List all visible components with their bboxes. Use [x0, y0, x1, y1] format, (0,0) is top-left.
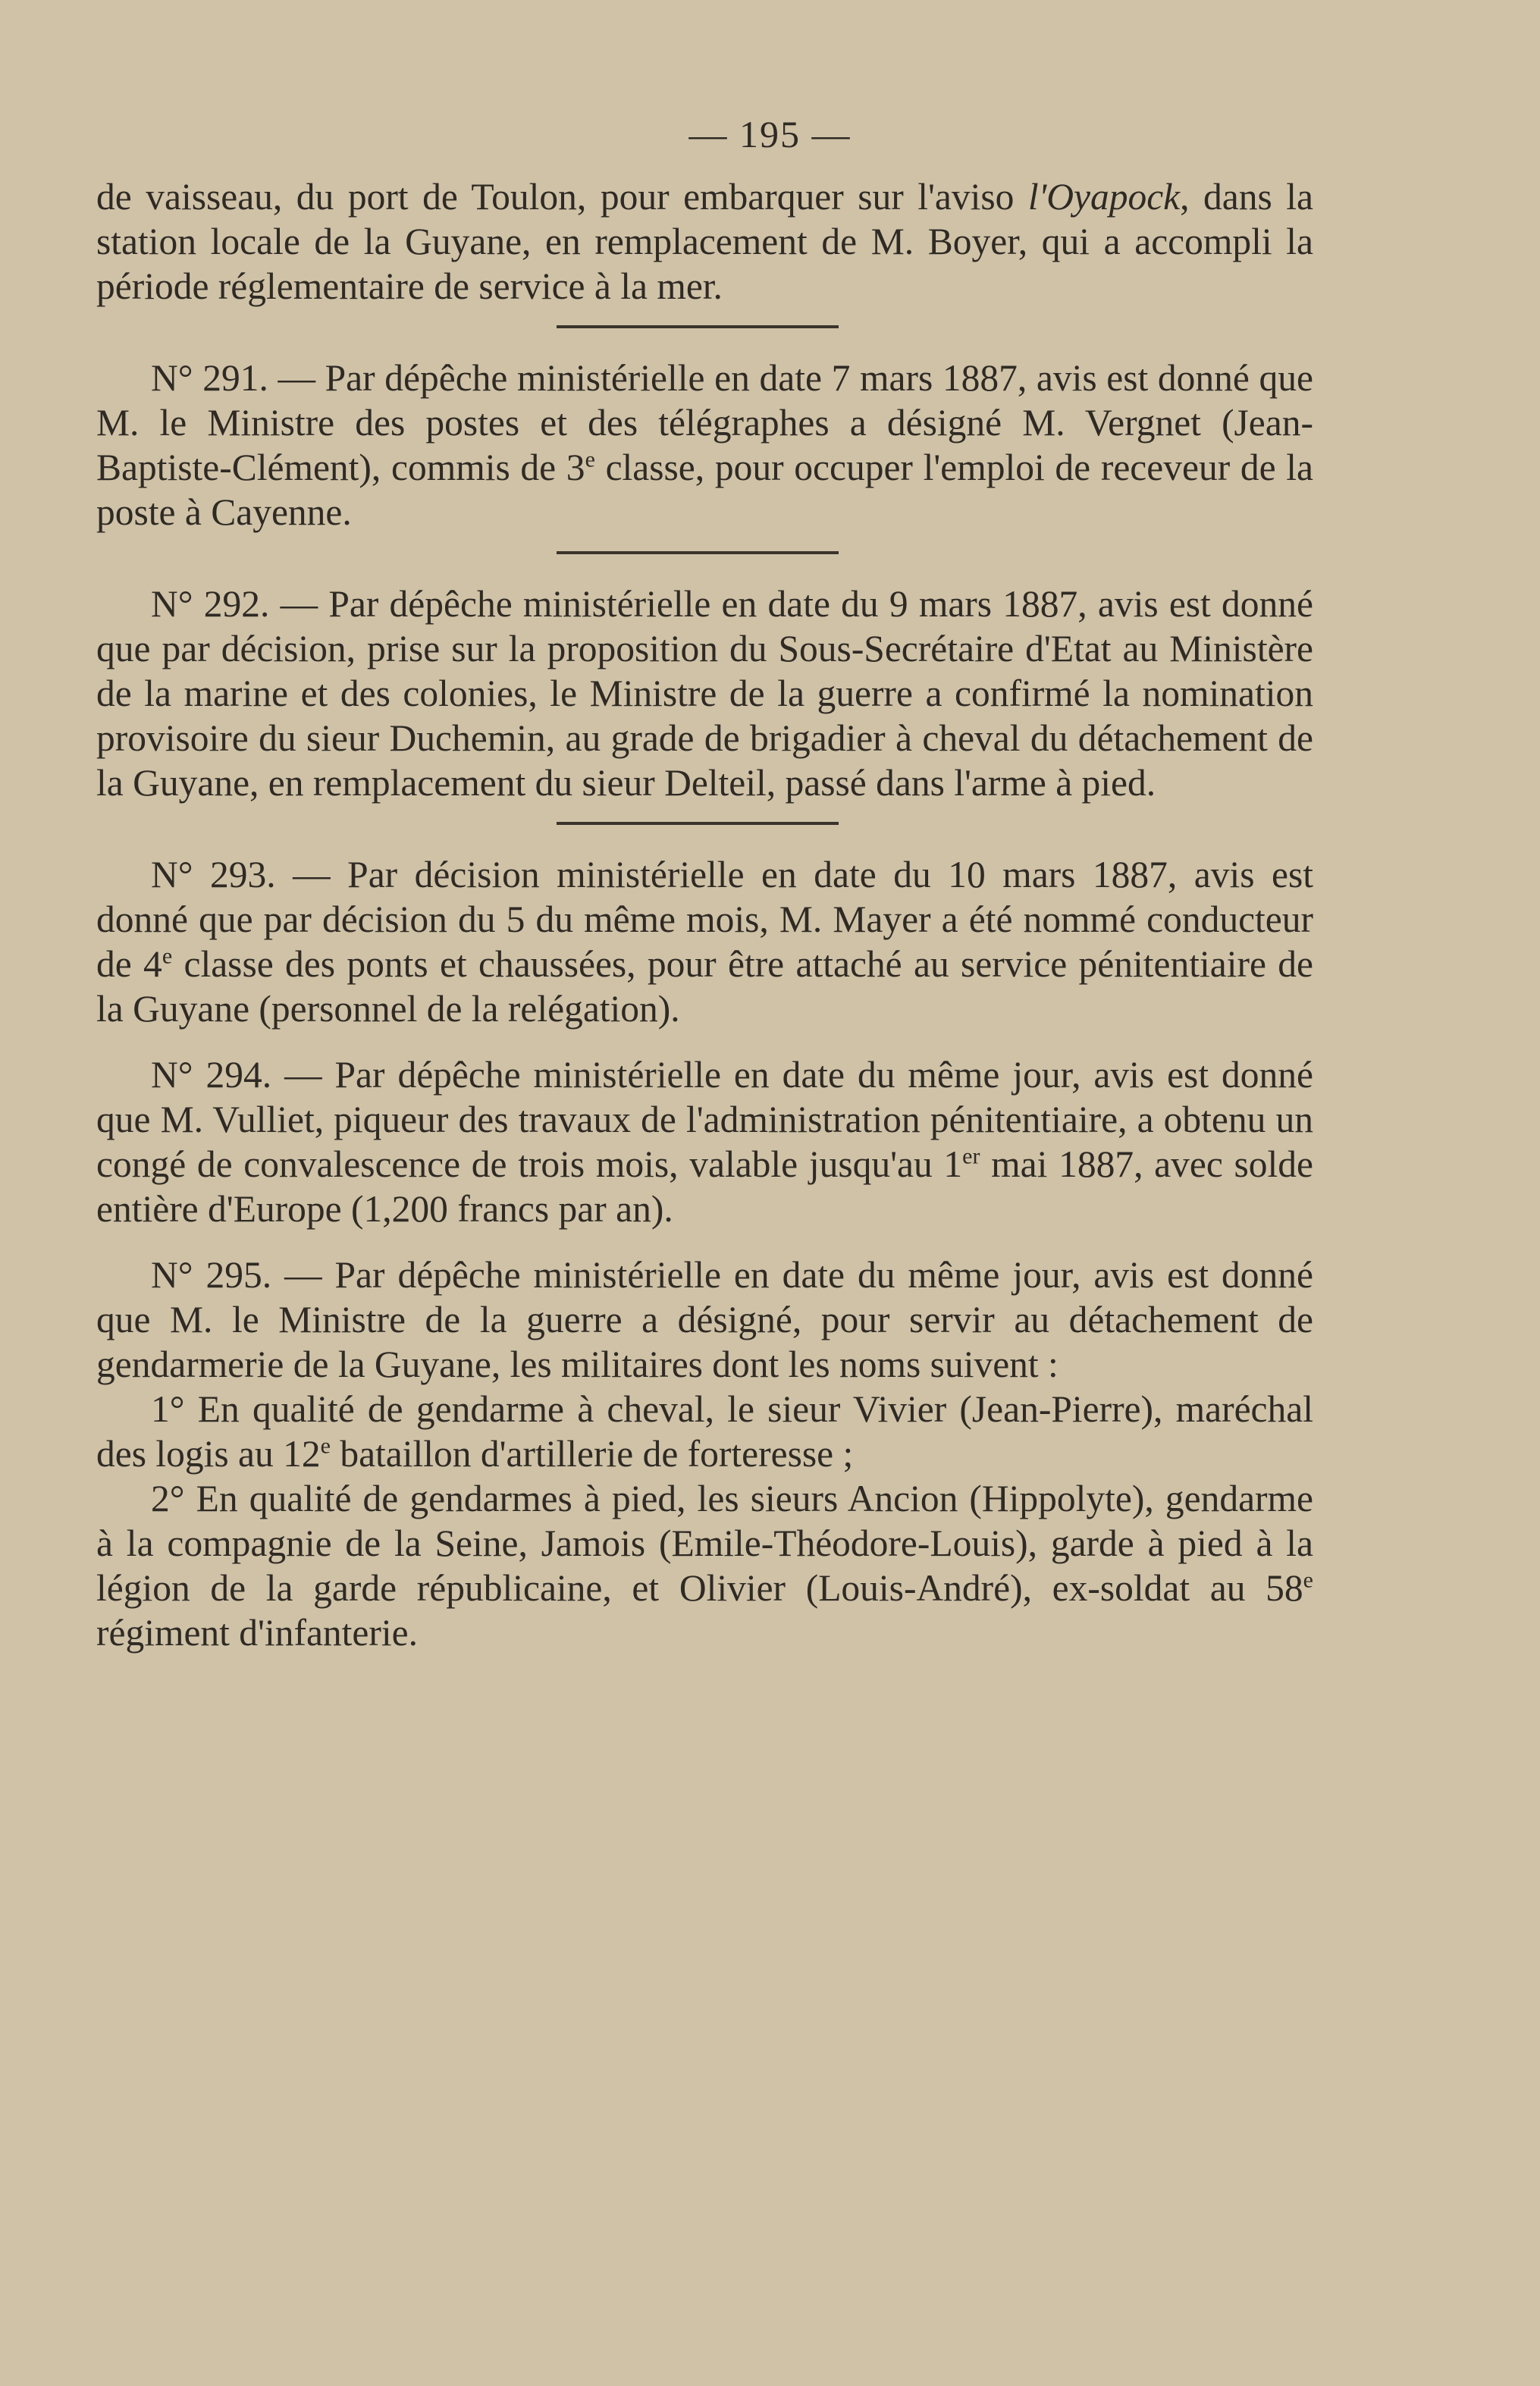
page-body — [96, 174, 1313, 1655]
entry-295 — [96, 1253, 1313, 1387]
continuation-paragraph — [96, 174, 1313, 309]
continuation-text-end: , dans la station locale de la Guyane, en remplacement de M. Boyer, qui a accompli la période réglementaire de service à la mer. — [96, 176, 1313, 307]
entry-291 — [96, 356, 1313, 535]
paragraph-gap — [96, 1231, 1313, 1253]
list-item-text-end: bataillon d'artillerie de forteresse ; — [330, 1433, 854, 1475]
entry-294 — [96, 1052, 1313, 1231]
ship-name: l'Oyapock — [1027, 176, 1181, 218]
entry-number: N° 291. — [151, 357, 268, 399]
ordinal-suffix: e — [585, 447, 595, 472]
list-item-text: 2° En qualité de gendarmes à pied, les sieurs Ancion (Hippolyte), gendarme à la compagnie de la Seine, Jamois (Emile-Théodore-Louis), garde à pied à la légion de la garde républicaine, et Olivier (Louis-André), ex-soldat au 58 — [96, 1478, 1313, 1609]
entry-292 — [96, 582, 1313, 805]
list-item-text-end: régiment d'infanterie. — [96, 1612, 418, 1654]
entry-text: — Par dépêche ministérielle en date 7 mars 1887, avis est donné que M. le Ministre des postes et des télégraphes a désigné M. Vergnet (Jean-Baptiste-Clément), commis de 3 — [96, 357, 1314, 488]
page-number: — 195 — — [688, 113, 852, 155]
entry-text-end: mai 1887, avec solde entière d'Europe (1,200 francs par an). — [96, 1143, 1313, 1230]
entry-text: — Par dépêche ministérielle en date du même jour, avis est donné que M. Vulliet, piqueur des travaux de l'administration pénitentiaire, a obtenu un congé de convalescence de trois mois, valable jusqu'au 1 — [96, 1054, 1313, 1185]
entry-number: N° 293. — [151, 854, 276, 895]
continuation-text-start: de vaisseau, du port de Toulon, pour embarquer sur l'aviso — [96, 176, 1028, 218]
entry-293 — [96, 852, 1313, 1031]
entry-text: — Par décision ministérielle en date du 10 mars 1887, avis est donné que par décision du 5 du même mois, M. Mayer a été nommé conducteur de 4 — [96, 854, 1313, 985]
paragraph-gap — [96, 1031, 1313, 1052]
entry-number: N° 295. — [151, 1254, 272, 1296]
ordinal-suffix: e — [162, 943, 173, 969]
list-item-text: 1° En qualité de gendarme à cheval, le sieur Vivier (Jean-Pierre), maréchal des logis au 12 — [96, 1388, 1313, 1475]
entry-text-end: classe, pour occuper l'emploi de receveur de la poste à Cayenne. — [96, 447, 1313, 533]
ordinal-suffix: er — [962, 1143, 980, 1169]
section-divider — [557, 325, 839, 328]
entry-text: — Par dépêche ministérielle en date du même jour, avis est donné que M. le Ministre de la guerre a désigné, pour servir au détachement de gendarmerie de la Guyane, les militaires dont les noms suivent : — [96, 1254, 1313, 1385]
entry-text: — Par dépêche ministérielle en date du 9 mars 1887, avis est donné que par décision, prise sur la proposition du Sous-Secrétaire d'Etat au Ministère de la marine et des colonies, le Ministre de la guerre a confirmé la nomination provisoire du sieur Duchemin, au grade de brigadier à cheval du détachement de la Guyane, en remplacement du sieur Delteil, passé dans l'arme à pied. — [96, 583, 1313, 804]
entry-text-end: classe des ponts et chaussées, pour être attaché au service pénitentiaire de la Guyane (personnel de la relégation). — [96, 943, 1313, 1030]
list-item-2 — [96, 1476, 1313, 1655]
section-divider — [557, 551, 839, 554]
section-divider — [557, 822, 839, 825]
ordinal-suffix: e — [320, 1433, 331, 1459]
ordinal-suffix: e — [1303, 1567, 1313, 1593]
list-item-1 — [96, 1387, 1313, 1476]
entry-number: N° 294. — [151, 1054, 272, 1096]
entry-number: N° 292. — [151, 583, 270, 625]
